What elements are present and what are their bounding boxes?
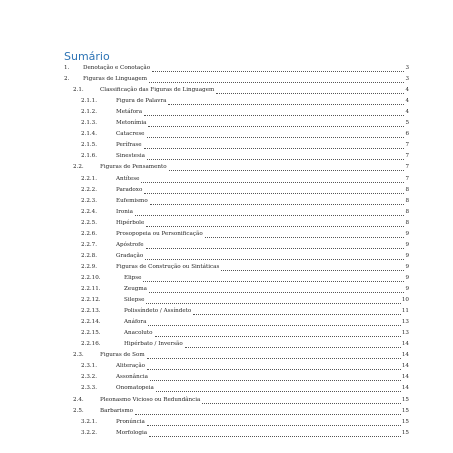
toc-entry-label: Pleonasmo Vicioso ou Redundância: [100, 396, 201, 403]
toc-entry-page: 4: [405, 98, 409, 105]
toc-entry-page: 13: [401, 319, 409, 326]
toc-entry[interactable]: [81, 140, 409, 151]
toc-entry-page: 14: [401, 363, 409, 370]
dot-leader: [144, 148, 405, 149]
toc-entry-page: 15: [401, 429, 409, 436]
dot-leader: [147, 369, 401, 370]
dot-leader: [148, 325, 400, 326]
toc-entry-number: 2.2.13.: [81, 308, 101, 315]
dot-leader: [147, 425, 401, 426]
dot-leader: [146, 303, 400, 304]
dot-leader: [145, 259, 404, 260]
dot-leader: [144, 115, 404, 116]
toc-entry[interactable]: [81, 96, 409, 107]
dot-leader: [149, 292, 404, 293]
toc-entry-label: Figuras de Som: [100, 352, 145, 359]
toc-entry-label: Sinestesia: [116, 153, 145, 160]
toc-entry-number: 2.2.3.: [81, 197, 98, 204]
toc-entry-page: 14: [401, 385, 409, 392]
toc-entry[interactable]: [73, 85, 409, 96]
toc-entry[interactable]: [81, 361, 409, 372]
toc-entry[interactable]: [73, 162, 409, 173]
toc-entry-page: 4: [405, 109, 409, 116]
toc-entry-number: 2.2.5.: [81, 219, 98, 226]
dot-leader: [143, 281, 404, 282]
toc-entry-label: Anacoluto: [124, 330, 153, 337]
toc-entry-page: 15: [401, 418, 409, 425]
toc-entry[interactable]: [64, 74, 409, 85]
toc-entry-page: 9: [405, 252, 409, 259]
dot-leader: [152, 71, 404, 72]
toc-entry-number: 2.2.14.: [81, 319, 101, 326]
toc-entry-page: 15: [401, 396, 409, 403]
toc-entry-label: Hipérbole: [116, 219, 145, 226]
toc-entry-label: Morfologia: [116, 429, 148, 436]
toc-entry-number: 2.2.8.: [81, 252, 98, 259]
toc-entry-label: Anáfora: [124, 319, 147, 326]
toc-entry-number: 2.1.3.: [81, 120, 98, 127]
toc-entry[interactable]: [81, 383, 409, 394]
toc-entry-page: 7: [405, 175, 409, 182]
dot-leader: [149, 82, 404, 83]
toc-entry-page: 7: [405, 153, 409, 160]
toc-entry[interactable]: [81, 196, 409, 207]
toc-entry-label: Onomatopeia: [116, 385, 154, 392]
toc-entry-page: 8: [405, 219, 409, 226]
toc-entry-number: 1.: [64, 65, 70, 71]
toc-entry[interactable]: [81, 262, 409, 273]
toc-entry-page: 11: [401, 308, 409, 315]
toc-entry-number: 2.3.3.: [81, 385, 98, 392]
toc-entry-label: Aliteração: [116, 363, 146, 370]
toc-entry-page: 6: [405, 131, 409, 138]
toc-entry-page: 14: [401, 341, 409, 348]
dot-leader: [149, 436, 401, 437]
toc-entry-number: 3.2.1.: [81, 418, 98, 425]
toc-entry[interactable]: [81, 229, 409, 240]
toc-entry-number: 2.2.10.: [81, 274, 101, 281]
toc-entry-page: 9: [405, 286, 409, 292]
dot-leader: [146, 226, 404, 227]
dot-leader: [202, 403, 401, 404]
toc-entry-label: Figuras de Pensamento: [100, 164, 167, 171]
dot-leader: [144, 193, 404, 194]
toc-entry-number: 2.: [64, 76, 70, 83]
dot-leader: [221, 270, 404, 271]
dot-leader: [147, 358, 401, 359]
dot-leader: [169, 170, 405, 171]
toc-entry-page: 4: [405, 87, 409, 94]
toc-entry-page: 9: [405, 274, 409, 281]
toc-entry[interactable]: [81, 284, 409, 295]
toc-entry[interactable]: [81, 428, 409, 439]
toc-entry[interactable]: [73, 395, 409, 406]
toc-entry-page: 3: [405, 76, 409, 83]
toc-entry-page: 7: [405, 164, 409, 171]
dot-leader: [148, 126, 404, 127]
toc-entry[interactable]: [81, 218, 409, 229]
toc-entry-number: 2.2.6.: [81, 230, 98, 237]
toc-entry-label: Silepse: [124, 297, 145, 304]
toc-entry[interactable]: [73, 350, 409, 361]
toc-entry[interactable]: [81, 372, 409, 383]
toc-entry-page: 7: [405, 142, 409, 149]
toc-entry-number: 2.1.1.: [81, 98, 98, 105]
toc-entry-page: 9: [405, 241, 409, 248]
toc-entry-number: 3.2.2.: [81, 429, 98, 436]
toc-entry-label: Catacrese: [116, 131, 145, 138]
toc-entry-label: Eufemismo: [116, 197, 148, 204]
toc-entry-page: 15: [401, 407, 409, 414]
toc-entry[interactable]: [81, 240, 409, 251]
dot-leader: [147, 159, 404, 160]
toc-entry-label: Classificação das Figuras de Linguagem: [100, 87, 215, 94]
toc-entry-label: Paradoxo: [116, 186, 143, 193]
toc-entry-number: 2.1.2.: [81, 109, 98, 116]
dot-leader: [156, 391, 401, 392]
toc-entry-page: 8: [405, 197, 409, 204]
toc-entry[interactable]: [81, 129, 409, 140]
dot-leader: [135, 215, 404, 216]
dot-leader: [135, 414, 401, 415]
toc-entry-label: Assonância: [116, 374, 148, 381]
toc-entry-label: Barbarismo: [100, 407, 134, 414]
toc-entry-page: 3: [405, 65, 409, 71]
toc-entry[interactable]: [81, 295, 409, 306]
toc-entry-page: 5: [405, 120, 409, 127]
dot-leader: [168, 104, 404, 105]
toc-entry-label: Zeugma: [124, 286, 148, 292]
toc-entry[interactable]: [81, 207, 409, 218]
toc-entry-label: Metonímia: [116, 120, 147, 127]
dot-leader: [185, 347, 401, 348]
dot-leader: [155, 336, 401, 337]
dot-leader: [147, 137, 405, 138]
dot-leader: [150, 380, 401, 381]
toc-entry[interactable]: [73, 406, 409, 417]
toc-entry-number: 2.2.16.: [81, 341, 101, 348]
toc-entry-page: 14: [401, 374, 409, 381]
toc-entry-page: 13: [401, 330, 409, 337]
toc-entry-label: Figuras de Construção ou Sintáticas: [116, 263, 220, 270]
dot-leader: [205, 237, 405, 238]
toc-entry-label: Perífrase: [116, 142, 142, 149]
toc-entry[interactable]: [81, 328, 409, 339]
toc-entry[interactable]: [81, 185, 409, 196]
toc-entry-label: Figura de Palavra: [116, 98, 167, 105]
toc-entry-number: 2.2.9.: [81, 263, 98, 270]
toc-entry-label: Antítese: [116, 175, 140, 182]
toc-entry-page: 9: [405, 230, 409, 237]
toc-entry-page: 8: [405, 208, 409, 215]
dot-leader: [193, 314, 401, 315]
toc-entry-label: Metáfora: [116, 109, 143, 116]
toc-entry-label: Polissíndeto / Assíndeto: [124, 308, 192, 315]
toc-entry-number: 2.1.: [73, 87, 84, 94]
dot-leader: [216, 93, 404, 94]
toc-entry-number: 2.3.: [73, 352, 84, 359]
toc-entry-page: 9: [405, 263, 409, 270]
toc-entry[interactable]: [81, 174, 409, 185]
toc-entry[interactable]: [81, 317, 409, 328]
toc-entry[interactable]: [81, 118, 409, 129]
toc-entry-number: 2.4.: [73, 396, 84, 403]
toc-entry-number: 2.2.12.: [81, 297, 101, 304]
toc-entry-number: 2.1.4.: [81, 131, 98, 138]
toc-entry[interactable]: [81, 306, 409, 317]
toc-entry[interactable]: [81, 417, 409, 428]
toc-entry-number: 2.3.2.: [81, 374, 98, 381]
toc-entry-label: Ironia: [116, 208, 133, 215]
toc-entry-label: Figuras de Linguagem: [83, 76, 148, 83]
toc-entry-number: 2.2.1.: [81, 175, 98, 182]
toc-entry-number: 2.2.4.: [81, 208, 98, 215]
toc-entry-page: 10: [401, 297, 409, 304]
dot-leader: [150, 204, 405, 205]
toc-entry-label: Apóstrofe: [116, 241, 144, 248]
toc-entry-number: 2.2.7.: [81, 241, 98, 248]
toc-entry-number: 2.2.15.: [81, 330, 101, 337]
toc-entry[interactable]: [64, 63, 409, 74]
toc-entry[interactable]: [81, 251, 409, 262]
toc-entry-page: 8: [405, 186, 409, 193]
page-title: Sumário: [64, 50, 110, 63]
toc-entry-page: 14: [401, 352, 409, 359]
toc-entry-number: 2.2.2.: [81, 186, 98, 193]
toc-entry-number: 2.2.: [73, 164, 84, 171]
toc-entry[interactable]: [81, 339, 409, 350]
toc-entry-number: 2.2.11.: [81, 286, 101, 292]
toc-entry-number: 2.1.5.: [81, 142, 98, 149]
toc-entry-label: Denotação e Conotação: [83, 65, 151, 71]
toc-entry-label: Pronúncia: [116, 418, 145, 425]
toc-entry-label: Elipse: [124, 274, 142, 281]
toc-entry[interactable]: [81, 151, 409, 162]
toc-entry-label: Prosopopeia ou Personificação: [116, 230, 203, 237]
dot-leader: [141, 182, 404, 183]
toc-entry[interactable]: [81, 107, 409, 118]
toc-entry-number: 2.5.: [73, 407, 84, 414]
toc-entry-number: 2.3.1.: [81, 363, 98, 370]
toc-entry-label: Gradação: [116, 252, 144, 259]
toc-entry-label: Hipérbato / Inversão: [124, 341, 183, 348]
toc-entry[interactable]: [81, 273, 409, 284]
toc-entry-number: 2.1.6.: [81, 153, 98, 160]
dot-leader: [146, 248, 405, 249]
